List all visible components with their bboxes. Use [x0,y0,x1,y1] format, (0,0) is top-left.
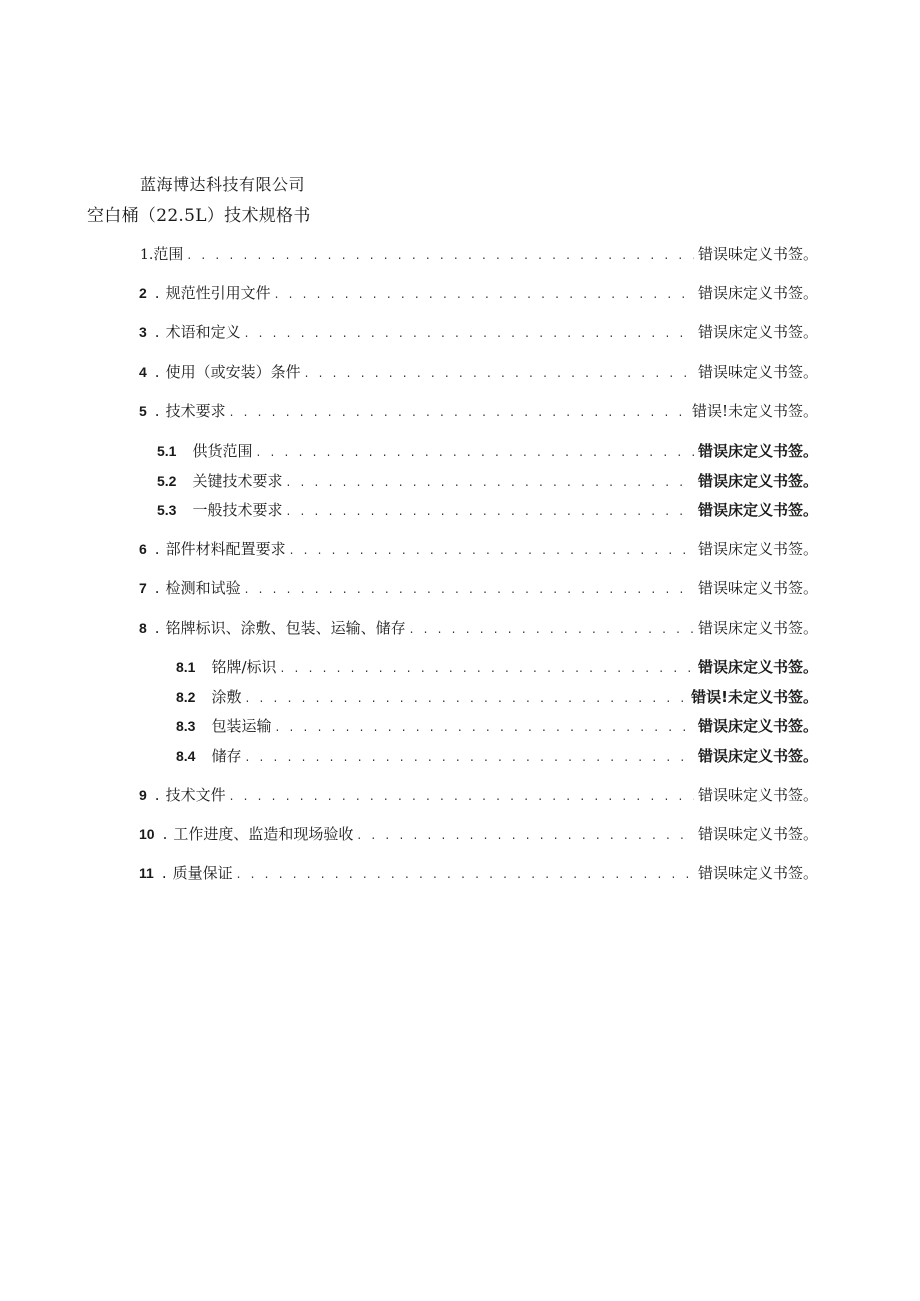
toc-number: 5 [139,403,147,419]
toc-page-ref: 错误味定义书签。 [697,363,818,381]
toc-number: 3 [139,324,147,340]
toc-entry-8[interactable]: 8 . 铭牌标识、涂敷、包装、运输、储存 . . . 错误床定义书签。 [139,618,818,639]
toc-number: 8 [139,620,147,636]
toc-page-ref: 错误味定义书签。 [697,786,818,804]
toc-label: 使用（或安装）条件 [165,363,301,381]
toc-page-ref: 错误味定义书签。 [697,245,818,263]
toc-page-ref: 错误床定义书签。 [697,747,818,765]
toc-number: 8.4 [176,748,196,764]
toc-page-ref: 错误床定义书签。 [697,540,818,558]
toc-entry-5-3[interactable] [157,500,818,521]
toc-label: 技术要求 [165,402,226,420]
toc-number: 8.2 [176,689,196,705]
toc-page-ref: 错误!未定义书签。 [691,688,818,706]
toc-label: 工作进度、监造和现场验收 [173,825,354,843]
toc-entry-6[interactable]: 6 . 部件材料配置要求 . . . 错误床定义书签。 [139,539,818,560]
toc-entry-8-2[interactable] [176,687,818,708]
toc-entry-4[interactable]: 4 . 使用（或安装）条件 . . . 错误味定义书签。 [139,362,818,383]
toc-label: 范围 [153,245,184,263]
toc-entry-8-3[interactable] [176,716,818,737]
toc-page-ref: 错误味定义书签。 [697,579,818,597]
toc-leader [357,825,694,845]
toc-page-ref: 错误床定义书签。 [697,658,818,676]
toc-label: 技术文件 [165,786,226,804]
toc-label: 关键技术要求 [192,472,283,490]
toc-page-ref: 错误床定义书签。 [697,619,818,637]
toc-number: 1. [140,247,154,263]
toc-entry-10[interactable]: 10 . 工作进度、监造和现场验收 . . . 错误味定义书签。 [139,824,818,845]
toc-entry-8-1[interactable] [176,657,818,678]
toc-entry-5[interactable]: 5 . 技术要求 . . . 错误!未定义书签。 [139,401,818,422]
toc-number: 9 [139,787,147,803]
toc-page-ref: 错误床定义书签。 [697,472,818,490]
toc-number: 7 [139,580,147,596]
toc-entry-9[interactable]: 9 . 技术文件 . . . 错误味定义书签。 [139,785,818,806]
toc-leader [286,501,694,521]
toc-leader [410,619,694,639]
document-title: 空白桶（22.5L）技术规格书 [87,206,311,226]
toc-number: 6 [139,541,147,557]
toc-page-ref: 错误床定义书签。 [697,442,818,460]
toc-number: 5.2 [157,473,177,489]
toc-leader [290,540,694,560]
toc-leader [275,717,694,737]
toc-entry-7[interactable]: 7 . 检测和试验 . . . 错误味定义书签。 [139,578,818,599]
toc-label: 供货范围 [192,442,253,460]
toc-label: 部件材料配置要求 [165,540,286,558]
toc-leader [286,472,694,492]
toc-leader [245,323,694,343]
toc-page-ref: 错误味定义书签。 [697,864,818,882]
toc-entry-1[interactable] [140,244,818,265]
toc-label: 铭牌/标识 [211,658,277,676]
toc-leader [245,688,687,708]
toc-number: 5.3 [157,502,177,518]
toc-leader [230,402,688,422]
toc-leader [256,442,694,462]
toc-leader [281,658,694,678]
toc-leader [245,747,694,767]
toc-label: 涂敷 [211,688,242,706]
toc-page-ref: 错误床定义书签。 [697,284,818,302]
toc-label: 铭牌标识、涂敷、包装、运输、储存 [165,619,406,637]
toc-page-ref: 错误床定义书签。 [697,501,818,519]
toc-label: 检测和试验 [165,579,241,597]
toc-label: 一般技术要求 [192,501,283,519]
toc-page-ref: 错误!未定义书签。 [691,402,818,420]
toc-label: 储存 [211,747,242,765]
toc-page-ref: 错误床定义书签。 [697,717,818,735]
toc-page-ref: 错误味定义书签。 [697,825,818,843]
toc-leader [245,579,694,599]
toc-page-ref: 错误床定义书签。 [697,323,818,341]
toc-number: 8.3 [176,718,196,734]
toc-label: 术语和定义 [165,323,241,341]
toc-entry-5-2[interactable] [157,471,818,492]
toc-number: 5.1 [157,443,177,459]
toc-leader [187,245,694,265]
company-name: 蓝海博达科技有限公司 [140,175,306,194]
toc-leader [275,284,694,304]
toc-entry-3[interactable]: 3 . 术语和定义 . . . 错误床定义书签。 [139,322,818,343]
toc-entry-8-4[interactable] [176,746,818,767]
toc-label: 质量保证 [172,864,233,882]
toc-label: 包装运输 [211,717,272,735]
toc-leader [230,786,694,806]
toc-entry-11[interactable]: 11 . 质量保证 . . . 错误味定义书签。 [139,863,818,884]
toc-number: 11 [139,865,154,881]
toc-leader [305,363,694,383]
toc-leader [237,864,694,884]
toc-number: 8.1 [176,659,196,675]
toc-number: 10 [139,826,155,842]
toc-entry-2[interactable]: 2 . 规范性引用文件 . . . 错误床定义书签。 [139,283,818,304]
toc-label: 规范性引用文件 [165,284,271,302]
toc-number: 4 [139,364,147,380]
toc-entry-5-1[interactable] [157,441,818,462]
toc-number: 2 [139,285,147,301]
